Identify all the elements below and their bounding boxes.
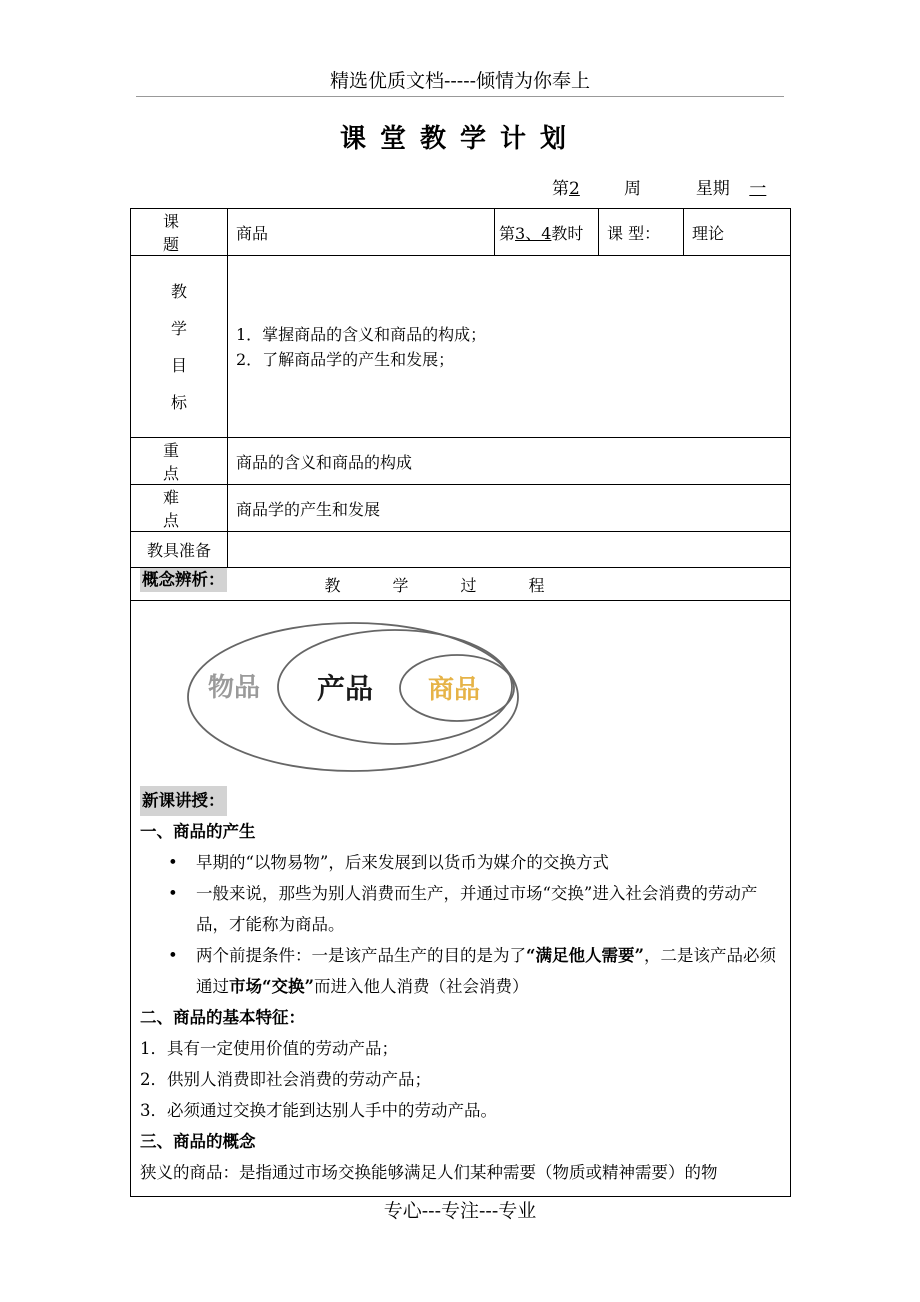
key-point-label: 重 点 <box>131 438 228 485</box>
key-point-value: 商品的含义和商品的构成 <box>228 438 791 485</box>
middle-label: 产品 <box>317 672 374 705</box>
page-title: 课堂教学计划 <box>339 124 580 154</box>
day-prefix: 星期 <box>695 179 730 199</box>
topic-row <box>131 209 791 256</box>
new-lesson-label: 新课讲授： <box>140 786 227 816</box>
bullet-item: • 两个前提条件：一是该产品生产的目的是为了“满足他人需要”，二是该产品必须通过市场“交换”而进入他人消费（社会消费） <box>168 946 776 996</box>
header-slogan: 精选优质文档-----倾情为你奉上 <box>329 70 591 92</box>
goal-item: 1．掌握商品的含义和商品的构成； <box>236 324 487 344</box>
goals-label: 教 学 目 标 <box>131 256 228 438</box>
type-label: 课 型： <box>599 209 684 256</box>
goals-row <box>131 256 791 438</box>
concept-label: 概念辨析： <box>140 568 227 592</box>
feature-item: 3．必须通过交换才能到达别人手中的劳动产品。 <box>140 1101 497 1120</box>
topic-label: 课 题 <box>131 209 228 256</box>
tools-row <box>131 532 791 568</box>
section-2-title: 二、商品的基本特征： <box>140 1008 305 1027</box>
outer-label: 物品 <box>208 673 261 703</box>
bullet-item: • 一般来说，那些为别人消费而生产，并通过市场“交换”进入社会消费的劳动产品，才能称为商品。 <box>168 884 758 934</box>
difficulty-row <box>131 485 791 532</box>
week-suffix: 周 <box>624 179 641 199</box>
feature-item: 1．具有一定使用价值的劳动产品； <box>140 1039 398 1058</box>
bullet-item: • 早期的“以物易物”，后来发展到以货币为媒介的交换方式 <box>168 853 609 872</box>
nested-ellipse-diagram <box>165 592 565 774</box>
tools-label: 教具准备 <box>131 532 228 568</box>
process-header: 教学过程 <box>131 568 791 601</box>
feature-item: 2．供别人消费即社会消费的劳动产品； <box>140 1070 431 1089</box>
type-value: 理论 <box>684 209 791 256</box>
week-line <box>552 174 786 199</box>
tools-value <box>228 532 791 568</box>
section-1-title: 一、商品的产生 <box>140 822 256 841</box>
concept-diagram <box>140 592 790 774</box>
section-3-title: 三、商品的概念 <box>140 1132 256 1151</box>
difficulty-value: 商品学的产生和发展 <box>228 485 791 532</box>
week-prefix: 第 <box>552 179 569 199</box>
footer-slogan: 专心---专注---专业 <box>383 1200 537 1222</box>
key-point-row <box>131 438 791 485</box>
goals-list <box>228 256 791 438</box>
difficulty-label: 难 点 <box>131 485 228 532</box>
goal-item: 2．了解商品学的产生和发展； <box>236 349 455 369</box>
topic-value: 商品 <box>228 209 495 256</box>
weekday: 一 <box>749 179 767 199</box>
lesson-content <box>131 568 799 1188</box>
definition-text: 狭义的商品：是指通过市场交换能够满足人们某种需要（物质或精神需要）的物 <box>140 1163 718 1182</box>
inner-label: 商品 <box>428 675 481 705</box>
lesson-count: 第3、4教时 <box>495 209 599 256</box>
week-number: 2 <box>569 179 580 199</box>
header-divider <box>136 96 784 97</box>
